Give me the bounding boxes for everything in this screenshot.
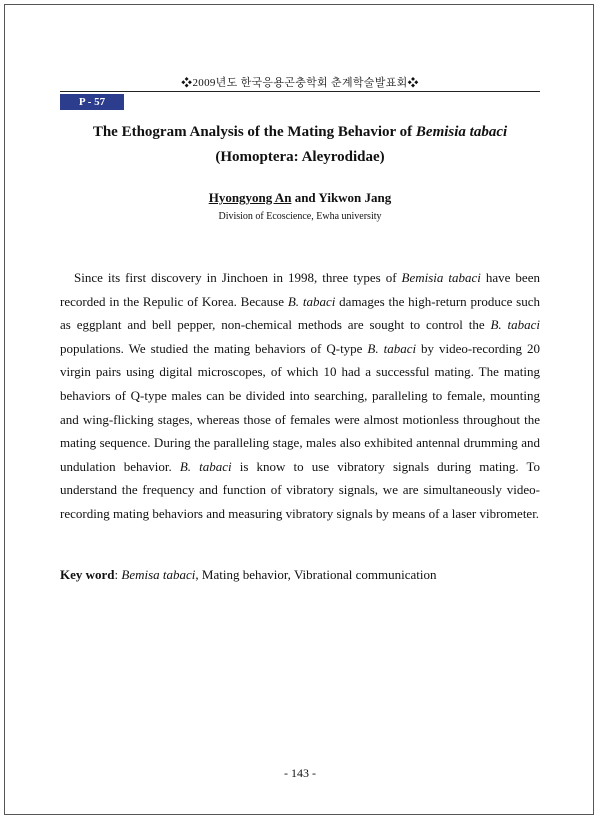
abstract-text: populations. We studied the mating behaviors of Q-type xyxy=(60,340,368,356)
title-line-1 xyxy=(40,120,560,145)
keywords-colon: : xyxy=(114,567,122,582)
species-name: B. tabaci xyxy=(179,458,232,474)
author-joiner: and xyxy=(291,190,319,205)
conference-header: ❖2009년도 한국응용곤충학회 춘계학술발표회❖ xyxy=(181,77,419,89)
poster-number-badge: P - 57 xyxy=(60,94,124,110)
abstract-text: Since its first discovery in Jinchoen in 1998, three types of xyxy=(74,270,402,285)
species-name: B. tabaci xyxy=(367,340,417,356)
keywords-species: Bemisa tabaci xyxy=(121,567,196,582)
abstract-text: have been recorded in the Repulic of Korea. Because xyxy=(60,270,540,309)
species-name: B. tabaci xyxy=(490,317,540,333)
abstract-paragraph xyxy=(60,266,540,526)
title-species: Bemisia tabaci xyxy=(415,124,508,140)
keywords-line xyxy=(60,567,540,583)
abstract-text: is know to use vibratory signals during mating. To understand the frequency and function of vibratory signals, we are simultaneously video-recording mating behaviors and measuring vibratory signals by means of a laser vibrometer. xyxy=(60,458,540,521)
author-first: Hyongyong An xyxy=(208,190,292,205)
affiliation: Division of Ecoscience, Ewha university xyxy=(218,211,382,222)
abstract-text: by video-recording 20 virgin pairs using digital microscopes, of which 10 had a successful mating. The mating behaviors of Q-type males can be divided into searching, paralleling to female, mounting and wing-flicking stages, whereas those of females were almost motionless throughout the mating sequence. During the paralleling stage, males also exhibited antennal drumming and undulation behavior. xyxy=(60,340,540,474)
species-name: Bemisia tabaci xyxy=(401,270,481,285)
title-line-2: (Homoptera: Aleyrodidae) xyxy=(215,149,385,165)
paper-title xyxy=(40,120,560,170)
author-second: Yikwon Jang xyxy=(318,190,392,205)
species-name: B. tabaci xyxy=(287,293,336,309)
page-number: - 143 - xyxy=(284,766,316,780)
header-divider xyxy=(60,91,540,92)
author-line xyxy=(0,190,600,206)
title-text: The Ethogram Analysis of the Mating Behavior of xyxy=(92,124,416,140)
keywords-label: Key word xyxy=(60,567,115,582)
abstract-text: damages the high-return produce such as eggplant and bell pepper, non-chemical methods are sought to control the xyxy=(60,293,541,333)
keywords-rest: , Mating behavior, Vibrational communication xyxy=(195,567,437,582)
